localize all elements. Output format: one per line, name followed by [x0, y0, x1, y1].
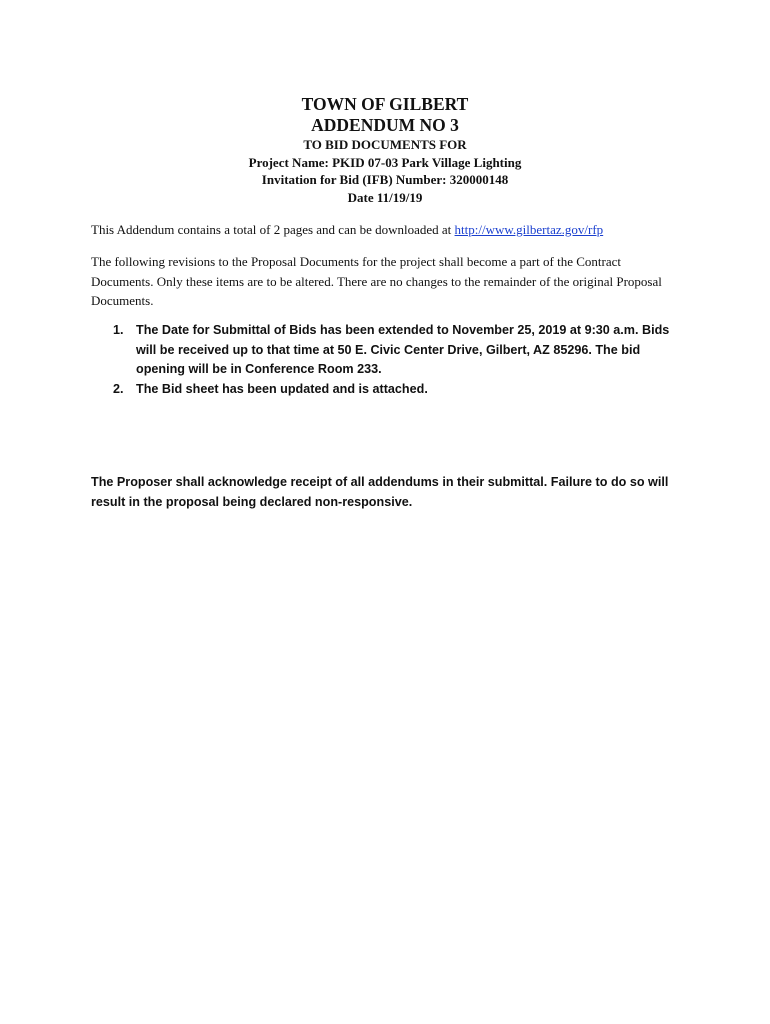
intro-paragraph	[91, 220, 681, 240]
ifb-number: Invitation for Bid (IFB) Number: 320000148	[261, 172, 509, 187]
project-name: Project Name: PKID 07-03 Park Village Lighting	[248, 154, 522, 170]
list-item-number: 1.	[113, 323, 124, 337]
acknowledgement-notice: The Proposer shall acknowledge receipt of all addendums in their submittal. Failure to do so will result in the proposal being declared non-responsive.	[91, 475, 669, 509]
addendum-title: ADDENDUM NO 3	[311, 115, 459, 135]
revisions-paragraph: The following revisions to the Proposal Documents for the project shall become a part of the Contract Documents. Only these items are to be altered. There are no changes to the remainder of the original Proposal Documents.	[91, 254, 662, 308]
list-item-number: 2.	[113, 381, 124, 396]
organization-title: TOWN OF GILBERT	[301, 94, 469, 114]
list-item-text: The Bid sheet has been updated and is attached.	[136, 381, 428, 396]
document-header	[0, 94, 770, 206]
download-link[interactable]: http://www.gilbertaz.gov/rfp	[454, 222, 604, 237]
list-item	[91, 380, 681, 400]
addendum-date: Date 11/19/19	[347, 189, 423, 205]
intro-text: This Addendum contains a total of 2 pages and can be downloaded at	[91, 222, 455, 237]
bid-documents-heading: TO BID DOCUMENTS FOR	[303, 137, 467, 152]
list-item	[91, 321, 681, 380]
list-item-text: The Date for Submittal of Bids has been extended to November 25, 2019 at 9:30 a.m. Bids will be received up to that time at 50 E. Civic Center Drive, Gilbert, AZ 85296. The bid opening will be in Conference Room 233.	[136, 323, 670, 376]
addendum-items-list	[91, 321, 681, 399]
